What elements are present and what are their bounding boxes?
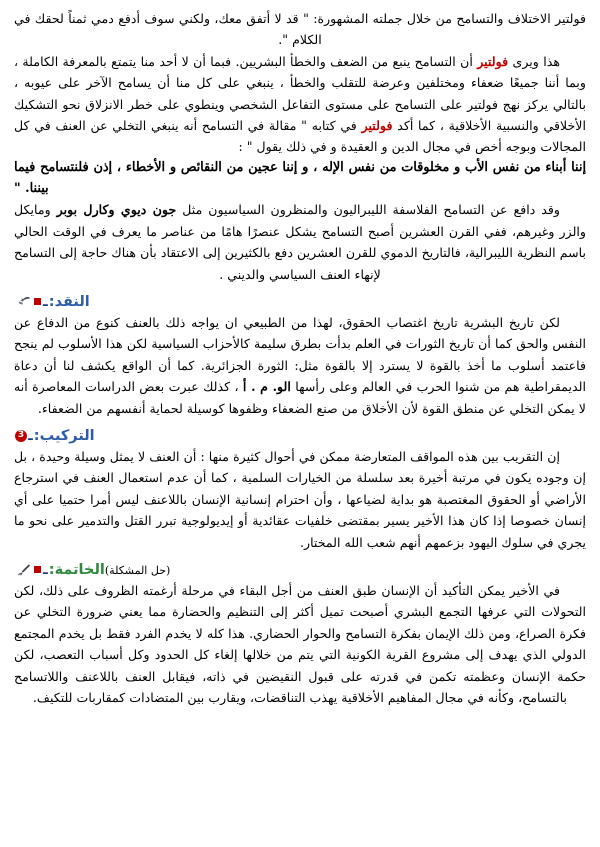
liberals-after: ومايكل والزر وغيرهم، ففي القرن العشرين أصبح التسامح يشكل عنصرًا هامًا من عناصر ما يعرف في الوقت الحالي باسم النظرية الليبرالية، فالتاريخ الدموي للقرن العشرين دفع بالكثيرين إلى الاعتقاد بأن هناك حاجة إلى التسامح لإنهاء العنف السياسي والديني . (14, 202, 586, 282)
liberals-before: وقد دافع عن التسامح الفلاسفة الليبراليون والمنظرون السياسيون مثل (176, 202, 560, 218)
khatima-paragraph (14, 580, 586, 708)
naqd-paragraph (14, 312, 586, 419)
section-marker-square-khatima (34, 566, 41, 573)
section-heading-khatima (14, 562, 586, 578)
hand-pointer-icon (16, 294, 32, 310)
liberal-philosophers-paragraph (14, 199, 586, 285)
section-title-khatima: الخاتمة: (48, 561, 105, 578)
usa-abbreviation: الو. م . أ (242, 379, 291, 395)
intro-paragraph-2 (14, 51, 586, 158)
section-title-naqd: النقد: (48, 293, 90, 310)
naqd-p1-before: لكن تاريخ البشرية تاريخ اغتصاب الحقوق، لهذا من الطبيعي ان يواجه ذلك بالعنف كنوع من الدفاع عن النفس والحق كما أن تاريخ الثورات في العلم بدأت بطرق سليمة كالأحزاب السياسية لكن هذا الأسلوب لم ينجح فاعتمد أسلوب ما أخذ بالقوة لا يسترد إلا بالقوة مثل: الثورة الجزائرية. كما أن الواقع يكشف لنا أن دعاة الديمقراطية هم من شنوا الحرب في العالم وعلى رأسها (14, 314, 586, 395)
intro-paragraph-1 (14, 8, 586, 51)
section-dash-naqd: ـ (43, 293, 48, 310)
numbered-bullet-icon: 3 (15, 430, 27, 442)
section-subtitle-khatima: (حل المشكلة) (104, 563, 171, 577)
intro-paragraph-1-text: فولتير الاختلاف والتسامح من خلال جملته المشهورة: " قد لا أتفق معك، ولكني سوف أدفع دمي ثمناً لحقك في الكلام ". (14, 11, 586, 48)
section-heading-naqd (14, 294, 586, 310)
intro-p2-after: أن التسامح ينبع من الضعف والخطأ البشريين. فبما أن لا أحد منا يتمتع بالمعرفة الكاملة ، وبما أننا جميعًا ضعفاء ومختلفين وعرضة للتقلب والخطأ ، ينبغي على كل منا أن يسامح الآخر على عيوبه ، بالتالي يركز نهج فولتير على التسامح على مستوى التفاعل الشخصي وينطوي على خطر الانزلاق نحو التشكيك الأخلاقي والنسبية الأخلاقية ، كما أكد (14, 53, 586, 134)
section-dash-khatima: ـ (43, 561, 48, 578)
khatima-p1-text: في الأخير يمكن التأكيد أن الإنسان طبق العنف من أجل البقاء في مرحلة أرغمته الظروف على ذلك، لكن التحولات التي عرفها التجمع البشري أصبحت تميل أكثر إلى التنظيم والحضارة مما يعني ضرورة التخلي عن فكرة الصراع، ومن ذلك الإيمان بفكرة التسامح والحوار الحضاري. هذا كله لا يخدم الفرد فقط بل يخدم المجتمع الدولي الذي يهدف إلى مشروع القرية الكونية التي يتم من خلالها إلغاء كل الحدود وكل أسباب التعصب، لكن حكمة الإنسان وعظمته تكمن في قدرته على قبول النقيضين في ذاته، فيقابل العنف باللاعنف واللاتسامح بالتسامح، وكأنه في مجال المفاهيم الأخلاقية يهذب التناقضات، ويقارب بين المتضادات كمقاربات للتكيف. (14, 582, 586, 705)
naqd-p1-after: ، كذلك عبرت بعض الدراسات المعاصرة أنه لا يمكن التخلي عن منطق القوة لأن الأخلاق من صنع الضعفاء وظفوها كوسيلة لحماية أنفسهم من الضعفاء. (14, 379, 586, 416)
intro-p2-after2: في كتابه " مقالة في التسامح أنه ينبغي التخلي عن العنف في كل المجالات وبوجه أخص في مجال الدين و العقيدة و في ذلك يقول " : (14, 118, 586, 155)
intro-p2-before: هذا ويرى (508, 53, 560, 69)
hand-writing-icon (16, 562, 32, 578)
section-marker-square-naqd (34, 298, 41, 305)
voltaire-name-2: فولتير (361, 118, 393, 134)
tarkib-paragraph (14, 446, 586, 553)
philosopher-names: جون ديوي وكارل بوبر (56, 202, 177, 218)
section-dash-tarkib: ـ (28, 427, 33, 444)
voltaire-name-1: فولتير (477, 53, 509, 69)
tarkib-p1-text: إن التقريب بين هذه المواقف المتعارضة ممكن في أحوال كثيرة منها : أن العنف لا يمثل وسيلة وحيدة ، بل إن وجوده يكون في مرتبة أخيرة بعد سلسلة من الخيارات السلمية ، كما أن عدم استعمال العنف في استرجاع الأراضي أو الحقوق المغتصبة هو بداية لضياعها ، وأن احترام إنسانية الإنسان باللاعنف ليس أمرا حتميا على أي إنسان خصوصا إذا كان هذا الأخير يسير بمقتضى خلفيات عقائدية أو إيديولوجية تبرر القتل والتدمير على نحو ما يجري في سلوك اليهود بزعمهم أنهم شعب الله المختار. (14, 448, 586, 550)
voltaire-quote (14, 158, 586, 199)
section-heading-tarkib (14, 428, 586, 444)
voltaire-quote-text: إننا أبناء من نفس الأب و مخلوقات من نفس الإله ، و إننا عجين من النقائص و الأخطاء ، إذن فلنتسامح فيما بيننا. " (14, 159, 586, 196)
section-title-tarkib: التركيب: (33, 427, 95, 444)
